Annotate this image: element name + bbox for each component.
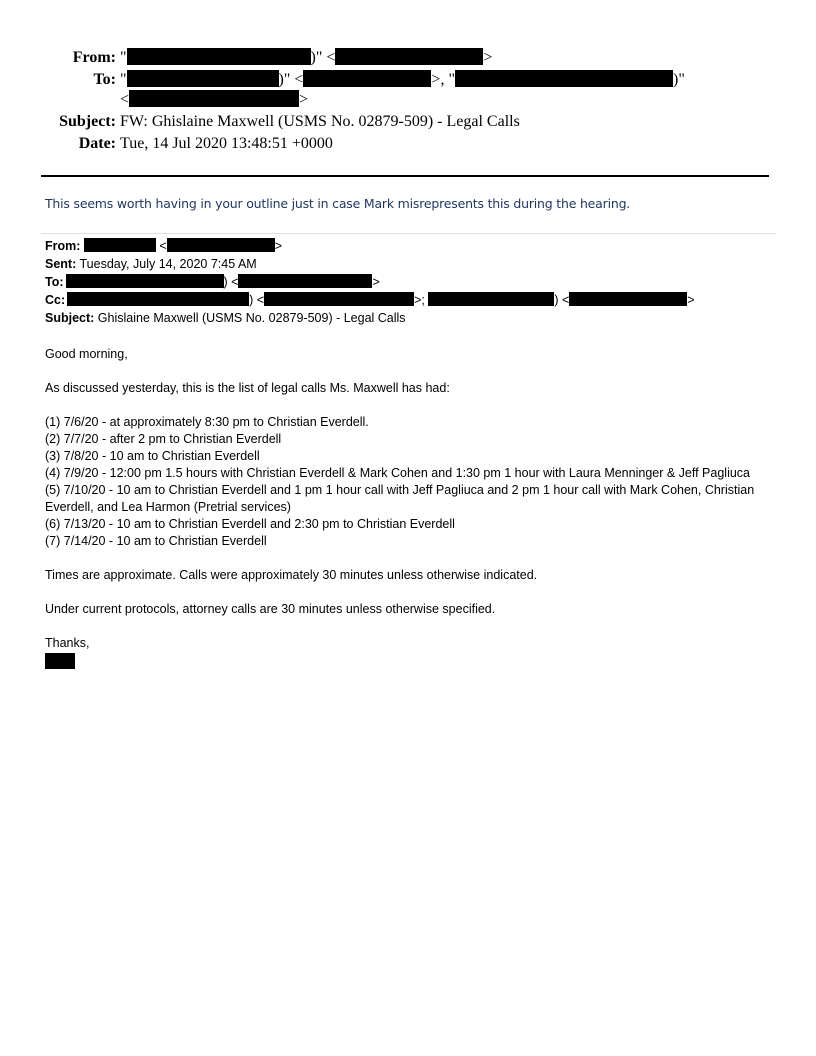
inner-cc-row: Cc: ) < >; ) < > <box>45 293 695 307</box>
inner-cc-label: Cc: <box>45 293 66 307</box>
intro: As discussed yesterday, this is the list of legal calls Ms. Maxwell has had: <box>45 381 450 395</box>
inner-subject-label: Subject: <box>45 311 95 325</box>
redaction <box>167 238 275 252</box>
protocol-note: Under current protocols, attorney calls are 30 minutes unless otherwise specified. <box>45 602 496 616</box>
outer-to-cont-value: < > <box>120 91 309 108</box>
list-item: (4) 7/9/20 - 12:00 pm 1.5 hours with Christian Everdell & Mark Cohen and 1:30 pm 1 hour with Laura Menninger & Jeff Pagliuca <box>45 466 751 480</box>
outer-to-row <box>0 70 816 90</box>
message-body <box>45 346 765 674</box>
times-note: Times are approximate. Calls were approximately 30 minutes unless otherwise indicated. <box>45 568 538 582</box>
redaction <box>569 292 687 306</box>
redaction <box>455 70 673 87</box>
redaction <box>67 292 249 306</box>
redaction <box>303 70 431 87</box>
closing: Thanks, <box>45 636 90 650</box>
inner-subject-value: Ghislaine Maxwell (USMS No. 02879-509) - Legal Calls <box>94 311 406 325</box>
header-divider <box>41 175 769 177</box>
outer-date-label: Date: <box>78 135 116 152</box>
inner-to-label: To: <box>45 275 64 289</box>
forward-note: This seems worth having in your outline just in case Mark misrepresents this during the hearing. <box>45 196 631 211</box>
redaction <box>129 90 299 107</box>
outer-to-label: To: <box>93 71 116 88</box>
outer-to-row-cont <box>0 90 816 110</box>
redaction <box>428 292 554 306</box>
outer-subject-label: Subject: <box>59 113 116 130</box>
inner-sent-value: Tuesday, July 14, 2020 7:45 AM <box>76 257 257 271</box>
redaction <box>127 48 311 65</box>
redaction <box>264 292 414 306</box>
redaction <box>66 274 224 288</box>
outer-subject-row <box>0 112 816 132</box>
inner-subject-row <box>45 309 406 327</box>
list-item: (7) 7/14/20 - 10 am to Christian Everdell <box>45 534 267 548</box>
list-item: (6) 7/13/20 - 10 am to Christian Everdell and 2:30 pm to Christian Everdell <box>45 517 455 531</box>
inner-to-row: To: ) < > <box>45 275 380 289</box>
outer-from-label: From: <box>72 49 116 66</box>
list-item: (2) 7/7/20 - after 2 pm to Christian Everdell <box>45 432 282 446</box>
outer-subject-value: FW: Ghislaine Maxwell (USMS No. 02879-509) - Legal Calls <box>120 113 520 130</box>
inner-header <box>45 237 785 329</box>
list-item: (3) 7/8/20 - 10 am to Christian Everdell <box>45 449 260 463</box>
redaction <box>335 48 483 65</box>
redaction <box>238 274 372 288</box>
redaction <box>127 70 279 87</box>
outer-date-value: Tue, 14 Jul 2020 13:48:51 +0000 <box>120 135 333 152</box>
outer-to-value: " )" < >, " )" <box>120 71 685 88</box>
list-item: (1) 7/6/20 - at approximately 8:30 pm to Christian Everdell. <box>45 415 369 429</box>
outer-header <box>0 48 816 158</box>
signature-redaction <box>45 653 75 669</box>
list-item: (5) 7/10/20 - 10 am to Christian Everdell and 1 pm 1 hour call with Jeff Pagliuca and 2 pm 1 hour call with Mark Cohen, Christian Everdell, and Lea Harmon (Pretrial services) <box>45 483 755 514</box>
inner-from-label: From: <box>45 239 81 253</box>
inner-sent-label: Sent: <box>45 257 77 271</box>
inner-from-row: From: < > <box>45 239 282 253</box>
message-divider <box>41 233 776 234</box>
inner-sent-row <box>45 255 257 273</box>
calls-list <box>45 414 765 550</box>
redaction <box>84 238 156 252</box>
outer-from-row <box>0 48 816 68</box>
outer-date-row <box>0 134 816 154</box>
greeting: Good morning, <box>45 347 128 361</box>
outer-from-value: " )" < > <box>120 49 493 66</box>
